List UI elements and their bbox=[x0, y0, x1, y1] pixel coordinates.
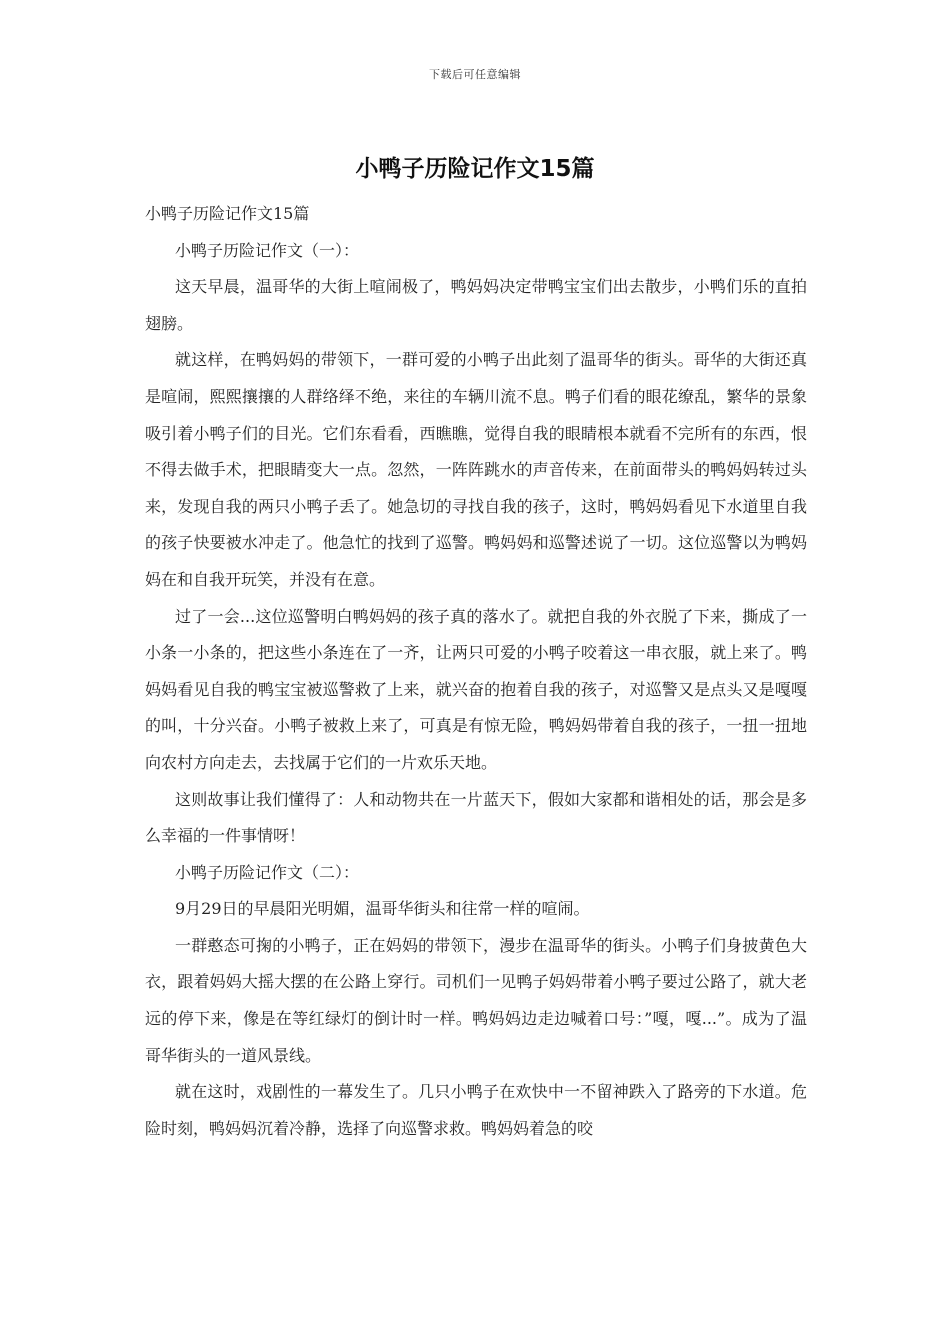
section-heading-1: 小鸭子历险记作文（一）： bbox=[175, 240, 360, 260]
paragraph: 就在这时，戏剧性的一幕发生了。几只小鸭子在欢快中一不留神跌入了路旁的下水道。危险时刻，鸭妈妈沉着冷静，选择了向巡警求救。鸭妈妈着急的咬 bbox=[145, 1082, 807, 1138]
paragraph: 9月29日的早晨阳光明媚，温哥华街头和往常一样的喧闹。 bbox=[175, 899, 590, 919]
paragraph: 就这样，在鸭妈妈的带领下，一群可爱的小鸭子出此刻了温哥华的街头。哥华的大街还真是喧闹，熙熙攘攘的人群络绎不绝，来往的车辆川流不息。鸭子们看的眼花缭乱，繁华的景象吸引着小鸭子们的目光。它们东看看，西瞧瞧，觉得自我的眼睛根本就看不完所有的东西，恨不得去做手术，把眼睛变大一点。忽然，一阵阵跳水的声音传来，在前面带头的鸭妈妈转过头来，发现自我的两只小鸭子丢了。她急切的寻找自我的孩子，这时，鸭妈妈看见下水道里自我的孩子快要被水冲走了。他急忙的找到了巡警。鸭妈妈和巡警述说了一切。这位巡警以为鸭妈妈在和自我开玩笑，并没有在意。 bbox=[145, 350, 807, 589]
document-title: 小鸭子历险记作文15篇 bbox=[355, 156, 595, 182]
paragraph: 一群憨态可掬的小鸭子，正在妈妈的带领下，漫步在温哥华的街头。小鸭子们身披黄色大衣，跟着妈妈大摇大摆的在公路上穿行。司机们一见鸭子妈妈带着小鸭子要过公路了，就大老远的停下来，像是在等红绿灯的倒计时一样。鸭妈妈边走边喊着口号：”嘎，嘎...”。成为了温哥华街头的一道风景线。 bbox=[145, 935, 807, 1065]
paragraph: 这天早晨，温哥华的大街上喧闹极了，鸭妈妈决定带鸭宝宝们出去散步，小鸭们乐的直拍翅膀。 bbox=[145, 277, 807, 333]
document-body bbox=[145, 196, 807, 1147]
section-heading-2: 小鸭子历险记作文（二）： bbox=[175, 862, 360, 882]
page-header: 下载后可任意编辑 bbox=[429, 68, 521, 81]
paragraph: 过了一会...这位巡警明白鸭妈妈的孩子真的落水了。就把自我的外衣脱了下来，撕成了一小条一小条的，把这些小条连在了一齐，让两只可爱的小鸭子咬着这一串衣服，就上来了。鸭妈妈看见自我的鸭宝宝被巡警救了上来，就兴奋的抱着自我的孩子，对巡警又是点头又是嘎嘎的叫，十分兴奋。小鸭子被救上来了，可真是有惊无险，鸭妈妈带着自我的孩子，一扭一扭地向农村方向走去，去找属于它们的一片欢乐天地。 bbox=[145, 606, 807, 772]
paragraph: 这则故事让我们懂得了：人和动物共在一片蓝天下，假如大家都和谐相处的话，那会是多么幸福的一件事情呀！ bbox=[145, 789, 807, 846]
subtitle-line: 小鸭子历险记作文15篇 bbox=[145, 204, 310, 223]
